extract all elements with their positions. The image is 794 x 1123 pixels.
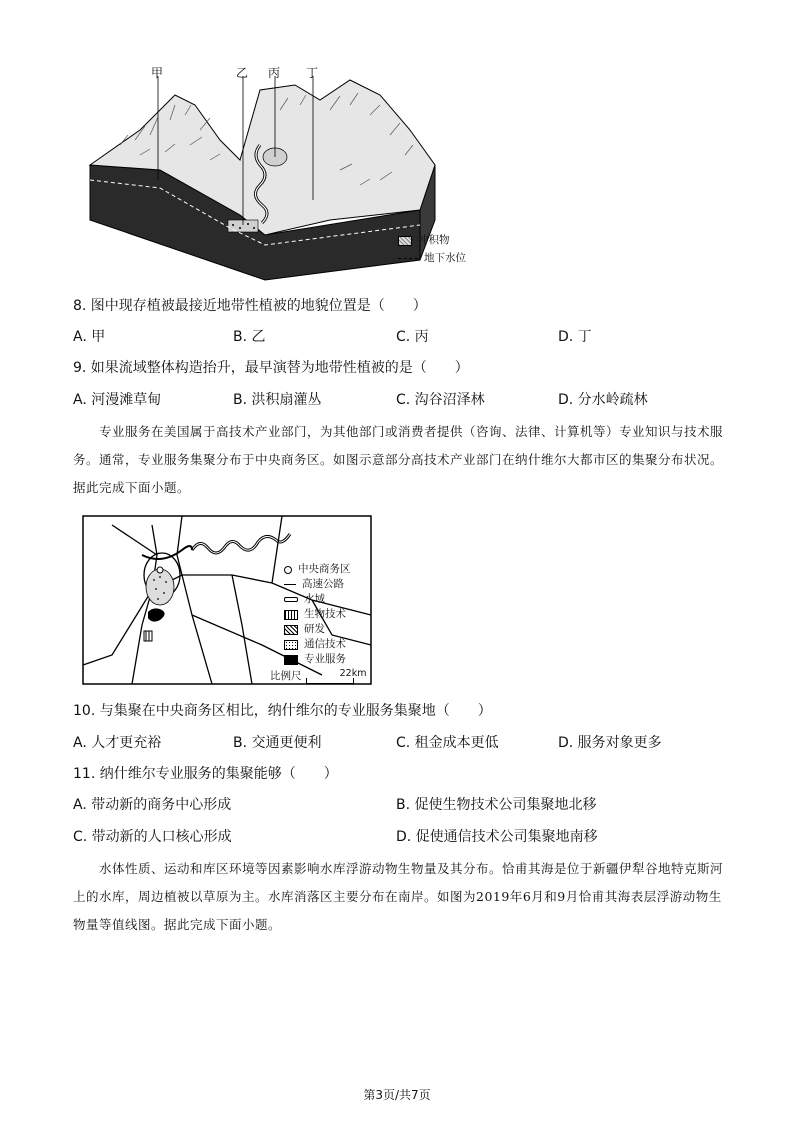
- water-symbol: [284, 597, 298, 602]
- q9-stem: 9. 如果流域整体构造抬升，最早演替为地带性植被的是（ ）: [73, 360, 469, 376]
- q10-stem: 10. 与集聚在中央商务区相比，纳什维尔的专业服务集聚地（ ）: [73, 703, 492, 719]
- scale-label: 比例尺: [270, 670, 302, 682]
- telecom-swatch: [284, 640, 298, 650]
- passage2-text: 专业服务在美国属于高技术产业部门，为其他部门或消费者提供（咨询、法律、计算机等）专业知识与技术服务。通常，专业服务集聚分布于中央商务区。如图示意部分高技术产业部门在纳什维尔大都市区的集聚分布状况。据此完成下面小题。: [73, 424, 724, 495]
- label-jia: 甲: [151, 66, 164, 80]
- q11-stem: 11. 纳什维尔专业服务的集聚能够（ ）: [73, 766, 338, 782]
- q11-option-c[interactable]: C. 带动新的人口核心形成: [73, 829, 232, 845]
- figure1-legend: [398, 233, 466, 266]
- q8-option-a[interactable]: A. 甲: [73, 329, 106, 345]
- q9-option-d[interactable]: D. 分水岭疏林: [558, 392, 648, 408]
- legend-highway-label: 高速公路: [302, 578, 344, 590]
- q9-option-a[interactable]: A. 河漫滩草甸: [73, 392, 162, 408]
- legend-rnd: [284, 622, 351, 637]
- q8-option-c[interactable]: C. 丙: [396, 329, 429, 345]
- q10-option-d[interactable]: D. 服务对象更多: [558, 735, 662, 751]
- q11-option-a[interactable]: A. 带动新的商务中心形成: [73, 797, 232, 813]
- legend-groundwater-label: 地下水位: [424, 252, 466, 264]
- legend-deposit-label: 冲积物: [418, 234, 450, 246]
- rnd-swatch: [284, 625, 298, 635]
- deposit-swatch: [398, 236, 412, 246]
- q8-option-d[interactable]: D. 丁: [558, 329, 592, 345]
- legend-water: [284, 592, 351, 607]
- legend-professional-label: 专业服务: [304, 653, 346, 665]
- legend-groundwater: [398, 251, 466, 266]
- cbd-symbol: [284, 566, 292, 574]
- passage-professional-services: [73, 418, 723, 502]
- q10-option-b[interactable]: B. 交通更便利: [233, 735, 322, 751]
- q10-option-a[interactable]: A. 人才更充裕: [73, 735, 162, 751]
- q11-option-d[interactable]: D. 促使通信技术公司集聚地南移: [396, 829, 598, 845]
- q9-option-b[interactable]: B. 洪积扇灌丛: [233, 392, 322, 408]
- q9-option-c[interactable]: C. 沟谷沼泽林: [396, 392, 485, 408]
- passage-reservoir: [73, 855, 723, 939]
- legend-rnd-label: 研发: [304, 623, 325, 635]
- figure2-legend: [284, 562, 351, 667]
- legend-cbd: [284, 562, 351, 577]
- legend-biotech: [284, 607, 351, 622]
- scale-line: [306, 668, 367, 684]
- page-footer: 第3页/共7页: [363, 1088, 431, 1102]
- passage3-text: 水体性质、运动和库区环境等因素影响水库浮游动物生物量及其分布。恰甫其海是位于新疆伊犁谷地特克斯河上的水库，周边植被以草原为主。水库消落区主要分布在南岸。如图为2019年6月和9月恰甫其海表层浮游动物生物量等值线图。据此完成下面小题。: [73, 861, 724, 932]
- legend-telecom-label: 通信技术: [304, 638, 346, 650]
- q11-option-b[interactable]: B. 促使生物技术公司集聚地北移: [396, 797, 597, 813]
- q10-option-c[interactable]: C. 租金成本更低: [396, 735, 499, 751]
- label-bing: 丙: [268, 66, 281, 80]
- biotech-swatch: [284, 610, 298, 620]
- professional-swatch: [284, 655, 298, 665]
- label-yi: 乙: [236, 66, 249, 80]
- legend-telecom: [284, 637, 351, 652]
- scale-value: 22km: [339, 668, 367, 679]
- label-ding: 丁: [306, 66, 319, 80]
- q8-stem: 8. 图中现存植被最接近地带性植被的地貌位置是（ ）: [73, 298, 427, 314]
- legend-water-label: 水域: [304, 593, 325, 605]
- legend-highway: [284, 577, 351, 592]
- legend-professional: [284, 652, 351, 667]
- legend-deposit: [398, 233, 466, 248]
- legend-biotech-label: 生物技术: [304, 608, 346, 620]
- groundwater-dash: [398, 258, 418, 259]
- highway-line: [284, 584, 296, 585]
- scale-bar: [270, 668, 367, 684]
- q8-option-b[interactable]: B. 乙: [233, 329, 266, 345]
- legend-cbd-label: 中央商务区: [298, 563, 351, 575]
